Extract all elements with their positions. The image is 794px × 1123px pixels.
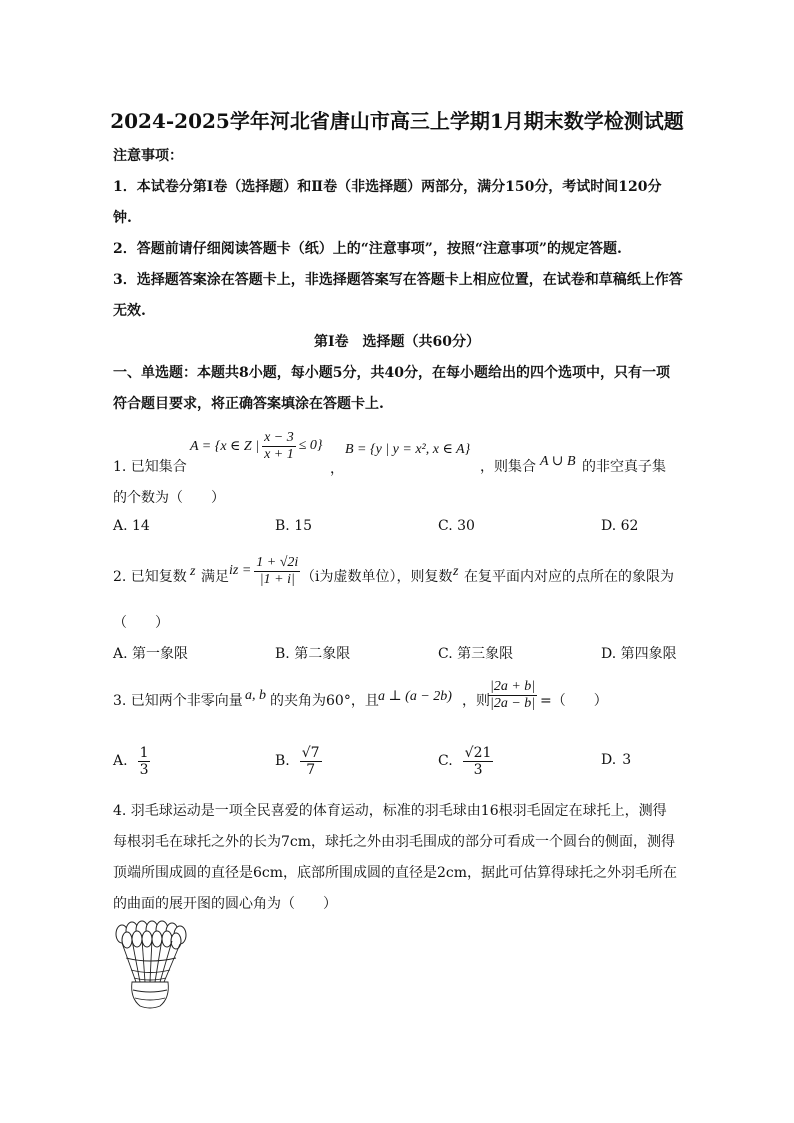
q1-set-a-denominator: x + 1 bbox=[264, 446, 294, 462]
q2-option-c: C. 第三象限 bbox=[438, 646, 514, 662]
q1-suffix: ，则集合 bbox=[480, 459, 536, 475]
q2-var-z: z bbox=[190, 564, 196, 579]
part1-instruction: 一、单选题：本题共8小题，每小题5分，共40分，在每小题给出的四个选项中，只有一项 bbox=[113, 365, 670, 381]
q1-suffix-2: 的非空真子集 bbox=[582, 459, 666, 475]
q3-option-c bbox=[438, 741, 493, 781]
q2-mid-1: 满足 bbox=[201, 569, 229, 585]
q1-comma: ， bbox=[330, 461, 344, 477]
notice-item-2: 2．答题前请仔细阅读答题卡（纸）上的“注意事项”，按照“注意事项”的规定答题. bbox=[113, 241, 622, 257]
q3-option-d bbox=[601, 752, 631, 768]
q4-line-2: 每根羽毛在球托之外的长为7cm，球托之外由羽毛围成的部分可看成一个圆台的侧面，测得 bbox=[113, 834, 676, 850]
q1-set-a-fraction bbox=[262, 430, 296, 463]
q3-option-b-label: B. bbox=[275, 753, 290, 769]
q1-set-a-numerator: x − 3 bbox=[264, 429, 294, 445]
q4-line-4: 的曲面的展开图的圆心角为（ ） bbox=[113, 896, 337, 912]
q2-numerator: 1 + √2i bbox=[256, 554, 299, 570]
q3-option-d-label: D. bbox=[601, 752, 617, 768]
q3-prefix: 3. 已知两个非零向量 bbox=[113, 693, 243, 709]
q2-lhs: iz = bbox=[229, 563, 252, 578]
q2-mid-2: （i为虚数单位），则复数 bbox=[301, 569, 453, 585]
q1-option-d: D. 62 bbox=[601, 518, 639, 534]
q4-line-1: 4. 羽毛球运动是一项全民喜爱的体育运动，标准的羽毛球由16根羽毛固定在球托上，测得 bbox=[113, 803, 667, 819]
notice-item-1: 1．本试卷分第Ⅰ卷（选择题）和Ⅱ卷（非选择题）两部分，满分150分，考试时间120分 bbox=[113, 179, 662, 195]
q2-line-2: （ ） bbox=[113, 615, 169, 631]
q3-option-a-label: A. bbox=[113, 753, 128, 769]
section-title: 第Ⅰ卷 选择题（共60分） bbox=[313, 334, 481, 350]
q2-fraction bbox=[254, 555, 300, 588]
q2-denominator: |1 + i| bbox=[259, 571, 295, 587]
q1-set-a-lhs: A = {x ∈ Z | bbox=[190, 438, 260, 454]
notice-item-3-cont: 无效. bbox=[113, 303, 146, 319]
q3-option-b-den: 7 bbox=[306, 761, 316, 778]
q3-option-b bbox=[275, 741, 322, 781]
q2-mid-3: 在复平面内对应的点所在的象限为 bbox=[464, 569, 674, 585]
notice-heading: 注意事项： bbox=[113, 148, 183, 164]
part1-instruction-cont: 符合题目要求，将正确答案填涂在答题卡上. bbox=[113, 396, 384, 412]
q3-option-a-den: 3 bbox=[139, 761, 149, 778]
q4-line-3: 顶端所围成圆的直径是6cm，底部所围成圆的直径是2cm，据此可估算得球托之外羽毛所在 bbox=[113, 865, 678, 881]
q3-ratio bbox=[488, 670, 537, 720]
q3-option-a-num: 1 bbox=[139, 744, 149, 761]
q1-union: A ∪ B bbox=[540, 454, 576, 469]
q3-vectors: a, b bbox=[245, 688, 266, 703]
q3-option-c-label: C. bbox=[438, 753, 453, 769]
q3-option-c-fraction bbox=[463, 745, 494, 778]
q3-option-a bbox=[113, 741, 150, 781]
q2-option-b: B. 第二象限 bbox=[275, 646, 351, 662]
q1-set-a bbox=[190, 426, 323, 466]
q2-var-z-2: z bbox=[453, 564, 459, 579]
q2-prefix: 2. 已知复数 bbox=[113, 569, 187, 585]
q1-option-b: B. 15 bbox=[275, 518, 313, 534]
q3-option-b-fraction bbox=[300, 745, 322, 778]
q3-mid-1: 的夹角为60°，且 bbox=[270, 693, 379, 709]
notice-item-1-cont: 钟. bbox=[113, 210, 132, 226]
q1-option-c: C. 30 bbox=[438, 518, 475, 534]
q1-set-a-tail: ≤ 0} bbox=[298, 438, 323, 453]
q1-prefix: 1. 已知集合 bbox=[113, 459, 187, 475]
shuttlecock-image bbox=[110, 920, 190, 1015]
q2-option-a: A. 第一象限 bbox=[113, 646, 189, 662]
q3-tail: =（ ） bbox=[540, 693, 608, 709]
q3-numerator: |2a + b| bbox=[490, 678, 536, 694]
q3-condition: a ⊥ (a − 2b) bbox=[378, 689, 452, 704]
q1-set-b: B = {y | y = x², x ∈ A} bbox=[345, 442, 471, 457]
q1-line-2: 的个数为（ ） bbox=[113, 490, 225, 506]
notice-item-3: 3．选择题答案涂在答题卡上，非选择题答案写在答题卡上相应位置，在试卷和草稿纸上作答 bbox=[113, 272, 683, 288]
q3-option-a-fraction bbox=[138, 745, 151, 778]
q3-option-b-num: √7 bbox=[301, 744, 320, 761]
q2-equation bbox=[229, 546, 300, 596]
q3-mid-2: ，则 bbox=[462, 693, 490, 709]
q3-option-c-num: √21 bbox=[464, 744, 492, 761]
q3-option-d-value: 3 bbox=[622, 752, 632, 768]
page-title: 2024-2025学年河北省唐山市高三上学期1月期末数学检测试题 bbox=[110, 109, 684, 133]
q3-option-c-den: 3 bbox=[473, 761, 483, 778]
q3-denominator: |2a − b| bbox=[490, 695, 536, 711]
q3-fraction bbox=[488, 679, 537, 712]
q1-option-a: A. 14 bbox=[113, 518, 150, 534]
q2-option-d: D. 第四象限 bbox=[601, 646, 677, 662]
